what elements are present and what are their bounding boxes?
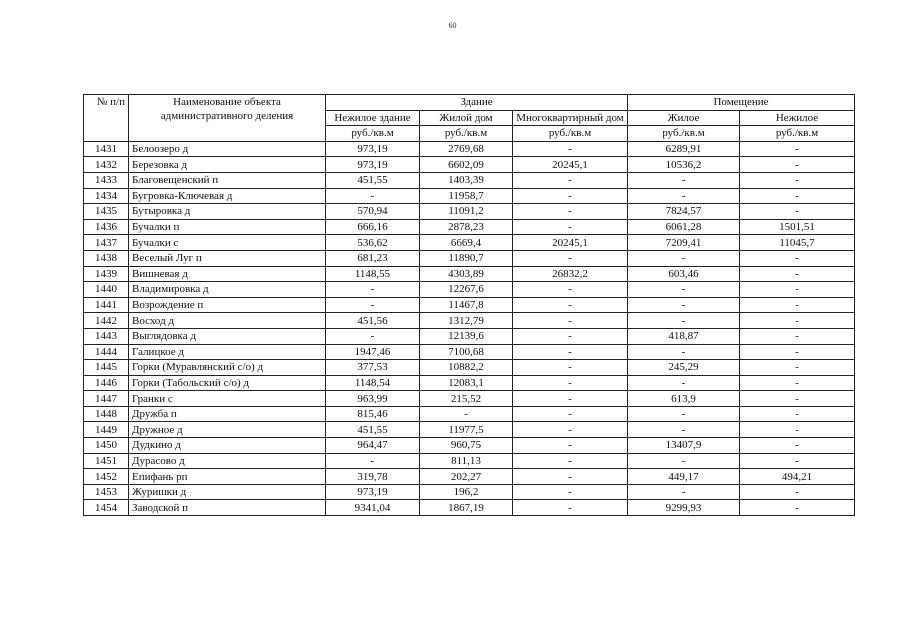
- row-number: 1444: [84, 344, 129, 360]
- nonresidential-building-value: 681,23: [326, 250, 420, 266]
- settlement-name: Бутыровка д: [129, 204, 326, 220]
- apartment-building-value: 20245,1: [513, 235, 628, 251]
- row-number: 1433: [84, 172, 129, 188]
- apartment-building-value: -: [513, 406, 628, 422]
- page-number: 60: [448, 21, 457, 30]
- apartment-building-value: -: [513, 438, 628, 454]
- apartment-building-value: -: [513, 141, 628, 157]
- row-number: 1443: [84, 328, 129, 344]
- row-number: 1447: [84, 391, 129, 407]
- nonresidential-premises-value: -: [740, 500, 855, 516]
- nonresidential-premises-value: -: [740, 438, 855, 454]
- apartment-building-value: -: [513, 453, 628, 469]
- header-apartment-building: Многоквартирный дом: [513, 110, 628, 126]
- table-row: [84, 438, 855, 454]
- nonresidential-building-value: 570,94: [326, 204, 420, 220]
- table-row: [84, 282, 855, 298]
- nonresidential-premises-value: 11045,7: [740, 235, 855, 251]
- apartment-building-value: -: [513, 469, 628, 485]
- table-row: [84, 391, 855, 407]
- row-number: 1438: [84, 250, 129, 266]
- apartment-building-value: -: [513, 297, 628, 313]
- residential-premises-value: -: [628, 484, 740, 500]
- table-row: [84, 297, 855, 313]
- table-row: [84, 422, 855, 438]
- row-number: 1431: [84, 141, 129, 157]
- residential-house-value: 11091,2: [420, 204, 513, 220]
- table-row: [84, 313, 855, 329]
- nonresidential-premises-value: -: [740, 453, 855, 469]
- row-number: 1453: [84, 484, 129, 500]
- residential-house-value: 196,2: [420, 484, 513, 500]
- residential-house-value: 1403,39: [420, 172, 513, 188]
- residential-premises-value: 7824,57: [628, 204, 740, 220]
- nonresidential-premises-value: -: [740, 328, 855, 344]
- header-residential-house: Жилой дом: [420, 110, 513, 126]
- nonresidential-premises-value: -: [740, 157, 855, 173]
- table-row: [84, 469, 855, 485]
- table-row: [84, 500, 855, 516]
- residential-house-value: 10882,2: [420, 360, 513, 376]
- table-row: [84, 141, 855, 157]
- table-row: [84, 235, 855, 251]
- settlement-name: Владимировка д: [129, 282, 326, 298]
- table-row: [84, 453, 855, 469]
- settlement-name: Заводской п: [129, 500, 326, 516]
- nonresidential-building-value: -: [326, 188, 420, 204]
- residential-premises-value: -: [628, 250, 740, 266]
- table-row: [84, 375, 855, 391]
- row-number: 1434: [84, 188, 129, 204]
- settlement-name: Восход д: [129, 313, 326, 329]
- residential-house-value: 12139,6: [420, 328, 513, 344]
- residential-house-value: 2878,23: [420, 219, 513, 235]
- apartment-building-value: -: [513, 219, 628, 235]
- table-row: [84, 204, 855, 220]
- residential-house-value: 2769,68: [420, 141, 513, 157]
- residential-premises-value: 245,29: [628, 360, 740, 376]
- apartment-building-value: 26832,2: [513, 266, 628, 282]
- settlement-name: Выглядовка д: [129, 328, 326, 344]
- settlement-name: Березовка д: [129, 157, 326, 173]
- nonresidential-building-value: -: [326, 297, 420, 313]
- row-number: 1442: [84, 313, 129, 329]
- residential-premises-value: 10536,2: [628, 157, 740, 173]
- residential-premises-value: -: [628, 313, 740, 329]
- settlement-name: Веселый Луг п: [129, 250, 326, 266]
- residential-premises-value: -: [628, 406, 740, 422]
- apartment-building-value: -: [513, 282, 628, 298]
- residential-premises-value: -: [628, 375, 740, 391]
- apartment-building-value: 20245,1: [513, 157, 628, 173]
- settlement-name: Галицкое д: [129, 344, 326, 360]
- unit-label: руб./кв.м: [740, 126, 855, 142]
- residential-premises-value: -: [628, 172, 740, 188]
- row-number: 1446: [84, 375, 129, 391]
- header-nonresidential-premises: Нежилое: [740, 110, 855, 126]
- residential-premises-value: -: [628, 422, 740, 438]
- residential-house-value: 11467,8: [420, 297, 513, 313]
- nonresidential-premises-value: -: [740, 391, 855, 407]
- residential-house-value: 1867,19: [420, 500, 513, 516]
- settlement-name: Дудкино д: [129, 438, 326, 454]
- nonresidential-premises-value: -: [740, 422, 855, 438]
- residential-premises-value: 603,46: [628, 266, 740, 282]
- settlement-name: Белоозеро д: [129, 141, 326, 157]
- tariff-table: [83, 94, 855, 516]
- residential-premises-value: 6061,28: [628, 219, 740, 235]
- header-name: Наименование объекта административного деления: [129, 95, 326, 142]
- settlement-name: Бугровка-Ключевая д: [129, 188, 326, 204]
- apartment-building-value: -: [513, 375, 628, 391]
- residential-premises-value: 7209,41: [628, 235, 740, 251]
- nonresidential-building-value: 815,46: [326, 406, 420, 422]
- settlement-name: Гранки с: [129, 391, 326, 407]
- row-number: 1436: [84, 219, 129, 235]
- unit-label: руб./кв.м: [513, 126, 628, 142]
- apartment-building-value: -: [513, 422, 628, 438]
- table-row: [84, 188, 855, 204]
- apartment-building-value: -: [513, 313, 628, 329]
- residential-premises-value: -: [628, 188, 740, 204]
- table-row: [84, 344, 855, 360]
- nonresidential-premises-value: -: [740, 266, 855, 282]
- row-number: 1440: [84, 282, 129, 298]
- residential-house-value: 960,75: [420, 438, 513, 454]
- nonresidential-building-value: 377,53: [326, 360, 420, 376]
- settlement-name: Дружба п: [129, 406, 326, 422]
- table-row: [84, 328, 855, 344]
- residential-house-value: 12267,6: [420, 282, 513, 298]
- residential-house-value: 6669,4: [420, 235, 513, 251]
- apartment-building-value: -: [513, 204, 628, 220]
- row-number: 1452: [84, 469, 129, 485]
- nonresidential-premises-value: 494,21: [740, 469, 855, 485]
- nonresidential-premises-value: -: [740, 141, 855, 157]
- row-number: 1437: [84, 235, 129, 251]
- row-number: 1439: [84, 266, 129, 282]
- settlement-name: Дружное д: [129, 422, 326, 438]
- residential-house-value: 4303,89: [420, 266, 513, 282]
- unit-label: руб./кв.м: [420, 126, 513, 142]
- nonresidential-building-value: 973,19: [326, 157, 420, 173]
- settlement-name: Епифань рп: [129, 469, 326, 485]
- nonresidential-building-value: 451,55: [326, 422, 420, 438]
- settlement-name: Бучалки п: [129, 219, 326, 235]
- residential-premises-value: 9299,93: [628, 500, 740, 516]
- nonresidential-premises-value: -: [740, 375, 855, 391]
- residential-house-value: 202,27: [420, 469, 513, 485]
- row-number: 1435: [84, 204, 129, 220]
- nonresidential-premises-value: -: [740, 484, 855, 500]
- nonresidential-building-value: 973,19: [326, 141, 420, 157]
- settlement-name: Возрождение п: [129, 297, 326, 313]
- nonresidential-building-value: 451,56: [326, 313, 420, 329]
- header-nonresidential-building: Нежилое здание: [326, 110, 420, 126]
- residential-house-value: 811,13: [420, 453, 513, 469]
- nonresidential-building-value: -: [326, 328, 420, 344]
- nonresidential-premises-value: -: [740, 282, 855, 298]
- nonresidential-building-value: 973,19: [326, 484, 420, 500]
- residential-premises-value: -: [628, 282, 740, 298]
- residential-premises-value: 6289,91: [628, 141, 740, 157]
- apartment-building-value: -: [513, 484, 628, 500]
- apartment-building-value: -: [513, 391, 628, 407]
- residential-premises-value: 13407,9: [628, 438, 740, 454]
- nonresidential-building-value: 9341,04: [326, 500, 420, 516]
- residential-house-value: 215,52: [420, 391, 513, 407]
- residential-premises-value: 418,87: [628, 328, 740, 344]
- nonresidential-building-value: 666,16: [326, 219, 420, 235]
- residential-house-value: 1312,79: [420, 313, 513, 329]
- apartment-building-value: -: [513, 172, 628, 188]
- settlement-name: Вишневая д: [129, 266, 326, 282]
- apartment-building-value: -: [513, 500, 628, 516]
- nonresidential-premises-value: -: [740, 188, 855, 204]
- unit-label: руб./кв.м: [326, 126, 420, 142]
- header-premises: Помещение: [628, 95, 855, 111]
- row-number: 1454: [84, 500, 129, 516]
- header-residential-premises: Жилое: [628, 110, 740, 126]
- residential-house-value: 7100,68: [420, 344, 513, 360]
- nonresidential-premises-value: -: [740, 204, 855, 220]
- nonresidential-premises-value: -: [740, 406, 855, 422]
- nonresidential-building-value: 451,55: [326, 172, 420, 188]
- table-row: [84, 219, 855, 235]
- settlement-name: Благовещенский п: [129, 172, 326, 188]
- residential-house-value: 11977,5: [420, 422, 513, 438]
- row-number: 1432: [84, 157, 129, 173]
- apartment-building-value: -: [513, 250, 628, 266]
- apartment-building-value: -: [513, 188, 628, 204]
- settlement-name: Горки (Табольский с/о) д: [129, 375, 326, 391]
- table-row: [84, 250, 855, 266]
- table-row: [84, 172, 855, 188]
- table-row: [84, 484, 855, 500]
- residential-premises-value: 449,17: [628, 469, 740, 485]
- nonresidential-premises-value: -: [740, 344, 855, 360]
- settlement-name: Горки (Муравлянский с/о) д: [129, 360, 326, 376]
- unit-label: руб./кв.м: [628, 126, 740, 142]
- nonresidential-building-value: 964,47: [326, 438, 420, 454]
- table-row: [84, 406, 855, 422]
- apartment-building-value: -: [513, 344, 628, 360]
- residential-premises-value: 613,9: [628, 391, 740, 407]
- nonresidential-building-value: -: [326, 282, 420, 298]
- nonresidential-building-value: -: [326, 453, 420, 469]
- residential-premises-value: -: [628, 297, 740, 313]
- table-row: [84, 266, 855, 282]
- nonresidential-premises-value: -: [740, 297, 855, 313]
- nonresidential-premises-value: -: [740, 172, 855, 188]
- row-number: 1441: [84, 297, 129, 313]
- nonresidential-building-value: 1947,46: [326, 344, 420, 360]
- table-row: [84, 157, 855, 173]
- apartment-building-value: -: [513, 360, 628, 376]
- row-number: 1445: [84, 360, 129, 376]
- residential-house-value: 6602,09: [420, 157, 513, 173]
- nonresidential-building-value: 536,62: [326, 235, 420, 251]
- row-number: 1451: [84, 453, 129, 469]
- nonresidential-building-value: 1148,54: [326, 375, 420, 391]
- residential-house-value: 11890,7: [420, 250, 513, 266]
- settlement-name: Дурасово д: [129, 453, 326, 469]
- residential-house-value: 12083,1: [420, 375, 513, 391]
- nonresidential-building-value: 1148,55: [326, 266, 420, 282]
- residential-house-value: 11958,7: [420, 188, 513, 204]
- nonresidential-building-value: 319,78: [326, 469, 420, 485]
- row-number: 1448: [84, 406, 129, 422]
- nonresidential-premises-value: -: [740, 313, 855, 329]
- nonresidential-premises-value: -: [740, 250, 855, 266]
- settlement-name: Журишки д: [129, 484, 326, 500]
- table-body: [84, 141, 855, 515]
- residential-house-value: -: [420, 406, 513, 422]
- settlement-name: Бучалки с: [129, 235, 326, 251]
- header-number: № п/п: [84, 95, 129, 142]
- nonresidential-premises-value: -: [740, 360, 855, 376]
- nonresidential-building-value: 963,99: [326, 391, 420, 407]
- header-building: Здание: [326, 95, 628, 111]
- nonresidential-premises-value: 1501,51: [740, 219, 855, 235]
- row-number: 1449: [84, 422, 129, 438]
- residential-premises-value: -: [628, 453, 740, 469]
- row-number: 1450: [84, 438, 129, 454]
- residential-premises-value: -: [628, 344, 740, 360]
- apartment-building-value: -: [513, 328, 628, 344]
- table-row: [84, 360, 855, 376]
